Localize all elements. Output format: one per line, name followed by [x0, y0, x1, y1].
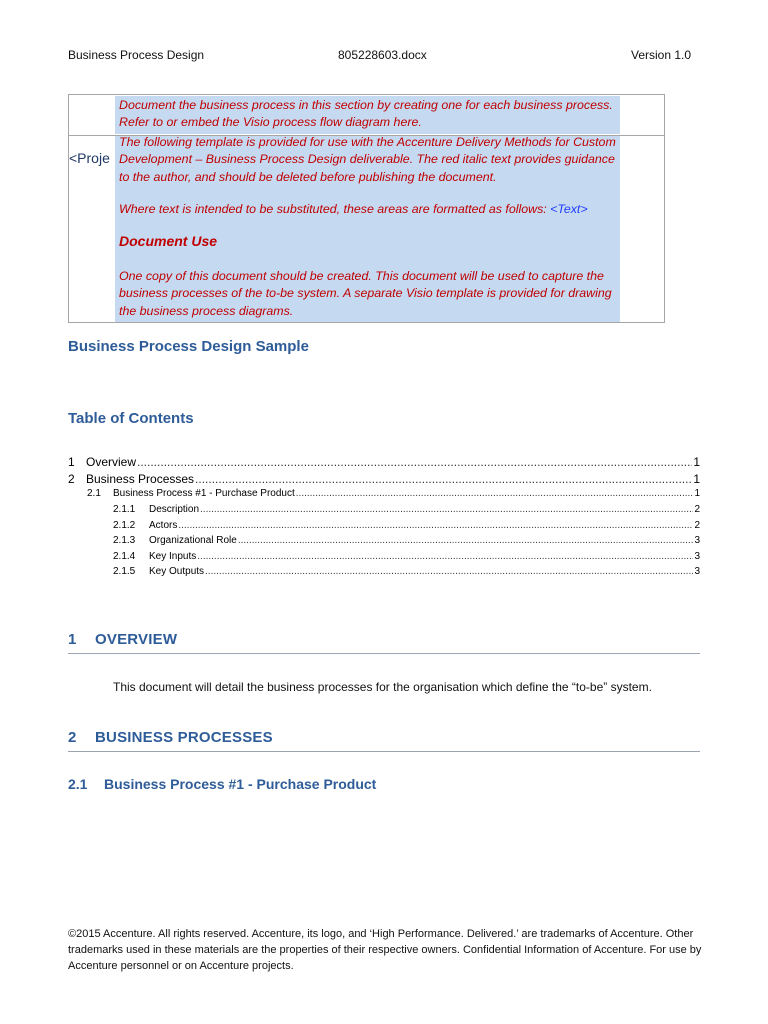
guidance-paragraph-3: One copy of this document should be created. This document will be used to capture the business processes of the to-be system. A separate Visio template is provided for drawing the business process diagrams.	[119, 269, 612, 318]
guidance-paragraph-2	[119, 201, 619, 218]
section-title: OVERVIEW	[95, 631, 178, 648]
toc-title: Table of Contents	[68, 410, 194, 427]
subsection-number: 2.1	[68, 776, 88, 792]
toc-entry-number: 2.1	[87, 488, 101, 499]
toc-entry-page: 2	[694, 519, 700, 531]
toc-leader	[205, 566, 693, 577]
toc-entry-label: Organizational Role	[149, 535, 237, 547]
section-heading-overview	[68, 631, 700, 648]
section-title: BUSINESS PROCESSES	[95, 729, 273, 746]
text-placeholder-token: <Text>	[550, 202, 588, 216]
toc-entry-number: 2	[68, 471, 75, 486]
toc-leader	[137, 455, 692, 469]
guidance-subheading: Document Use	[119, 233, 218, 249]
header-version: Version 1.0	[631, 48, 692, 62]
toc-leader	[200, 504, 693, 515]
guidance-instruction: Document the business process in this section by creating one for each business process. Refer to or embed the Visio process flow diagram here.	[119, 98, 613, 130]
guidance-paragraph-1: The following template is provided for use with the Accenture Delivery Methods for Custom Development – Business Process Design deliverable. The red italic text provides guidance to the author, and should be deleted before publishing the document.	[119, 135, 616, 184]
toc-entry-page: 1	[693, 471, 700, 486]
header-title: Business Process Design	[68, 48, 205, 62]
toc-entry-page: 3	[694, 535, 700, 547]
toc-entry-number: 2.1.4	[113, 550, 136, 562]
toc-leader	[197, 551, 693, 562]
section-rule	[68, 653, 700, 654]
copyright-footer: ©2015 Accenture. All rights reserved. Accenture, its logo, and ‘High Performance. Delivered.’ are trademarks of Accenture. Other trademarks used in these materials are the properties of their respective owners. Confidential Information of Accenture. For use by Accenture personnel or on Accenture projects.	[68, 928, 702, 972]
toc-entry-label: Overview	[86, 455, 137, 469]
toc-entry-label: Key Inputs	[149, 550, 197, 562]
toc-entry-label: Key Outputs	[149, 566, 205, 578]
toc-entry-number: 2.1.1	[113, 504, 136, 515]
toc-leader	[296, 488, 694, 499]
subsection-heading	[68, 776, 376, 792]
toc-leader	[195, 472, 692, 486]
toc-entry-number: 2.1.2	[113, 519, 136, 531]
toc-entry-page: 2	[694, 504, 700, 515]
section-heading-business-processes	[68, 729, 700, 746]
subsection-title: Business Process #1 - Purchase Product	[104, 776, 377, 792]
section-number: 2	[68, 729, 77, 746]
section-rule	[68, 751, 700, 752]
toc-entry-label: Description	[149, 504, 200, 515]
toc-entry-number: 2.1.5	[113, 566, 136, 578]
toc-entry-page: 3	[694, 550, 700, 562]
guidance-paragraph-2-text: Where text is intended to be substituted, these areas are formatted as follows:	[119, 202, 551, 216]
toc-leader	[238, 535, 694, 546]
toc-entry[interactable]	[68, 551, 700, 567]
toc-leader	[178, 520, 693, 531]
toc-entry[interactable]	[68, 488, 700, 504]
toc-entry[interactable]	[68, 504, 700, 520]
toc-entry[interactable]	[68, 455, 700, 472]
project-placeholder[interactable]: <Proje	[69, 150, 110, 166]
table-of-contents	[68, 455, 700, 582]
section-number: 1	[68, 631, 77, 648]
toc-entry-number: 1	[68, 455, 75, 469]
toc-entry-label: Business Process #1 - Purchase Product	[113, 488, 295, 499]
toc-entry-label: Business Processes	[86, 471, 195, 486]
toc-entry-page: 1	[693, 455, 700, 469]
toc-entry-label: Actors	[149, 519, 178, 531]
toc-entry-number: 2.1.3	[113, 535, 136, 547]
toc-entry[interactable]	[68, 566, 700, 582]
overview-body: This document will detail the business processes for the organisation which define the “to-be” system.	[113, 680, 652, 694]
document-title: Business Process Design Sample	[68, 338, 309, 355]
toc-entry-page: 3	[694, 566, 700, 578]
toc-entry[interactable]	[68, 472, 700, 489]
header-filename: 805228603.docx	[338, 48, 427, 62]
toc-entry[interactable]	[68, 520, 700, 536]
toc-entry-page: 1	[694, 488, 700, 499]
toc-entry[interactable]	[68, 535, 700, 551]
